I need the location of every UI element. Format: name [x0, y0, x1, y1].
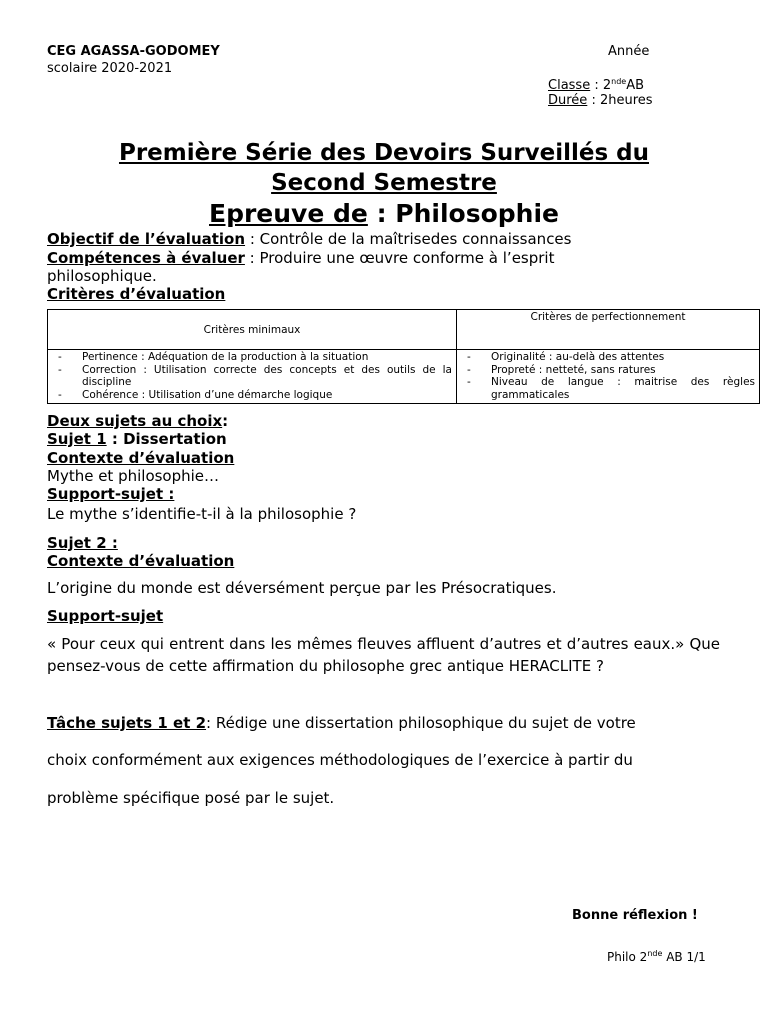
duration-label: Durée	[548, 93, 588, 108]
tache-label: Tâche sujets 1 et 2	[47, 714, 207, 732]
criteria-perfectionnement-cell	[457, 350, 760, 404]
support1-heading: Support-sujet :	[47, 485, 175, 503]
criteria-perfectionnement-item: - Propreté : netteté, sans ratures	[461, 364, 755, 377]
support1-text: Le mythe s’identifie-t-il à la philosophie ?	[47, 505, 357, 523]
tache-line-1	[47, 714, 636, 732]
class-suffix: AB	[626, 78, 645, 93]
sujet1-label: Sujet 1	[47, 430, 107, 448]
competences-value: : Produire une œuvre conforme à l’esprit	[244, 249, 555, 267]
footer-sup: nde	[647, 949, 663, 958]
page-footer	[607, 949, 706, 964]
criteria-perfectionnement-item: - Niveau de langue : maitrise des règles grammaticales	[461, 376, 755, 401]
choix-colon: :	[222, 412, 229, 430]
objectif-label: Objectif de l’évaluation	[47, 230, 246, 248]
contexte1-text: Mythe et philosophie…	[47, 467, 220, 485]
competences-label: Compétences à évaluer	[47, 249, 245, 267]
sujet1-heading	[47, 430, 227, 448]
year-label: Année	[608, 44, 650, 59]
criteres-heading: Critères d’évaluation	[47, 285, 226, 303]
tache-line-2: choix conformément aux exigences méthodologiques de l’exercice à partir du	[47, 751, 633, 769]
criteria-header-perfectionnement-text: Critères de perfectionnement	[530, 311, 686, 323]
criteria-header-perfectionnement	[457, 310, 760, 350]
epreuve-label: Epreuve de	[209, 199, 368, 228]
tache-line-3: problème spécifique posé par le sujet.	[47, 789, 335, 807]
closing-wish: Bonne réflexion !	[572, 908, 698, 923]
support2-heading: Support-sujet	[47, 607, 164, 625]
objectif-value: : Contrôle de la maîtrisedes connaissances	[245, 230, 572, 248]
class-info	[548, 77, 644, 93]
title-line-1: Première Série des Devoirs Surveillés du	[118, 140, 650, 166]
criteria-header-minimaux	[48, 310, 457, 350]
sujet2-heading: Sujet 2 :	[47, 534, 118, 552]
epreuve-value: : Philosophie	[367, 199, 559, 228]
choix-label: Deux sujets au choix	[47, 412, 223, 430]
duration-info	[548, 93, 653, 108]
contexte2-text: L’origine du monde est déversément perçue par les Présocratiques.	[47, 579, 557, 597]
tache-text-1: : Rédige une dissertation philosophique du sujet de votre	[206, 714, 636, 732]
footer-prefix: Philo 2	[607, 950, 648, 964]
support2-text: « Pour ceux qui entrent dans les mêmes fleuves affluent d’autres et d’autres eaux.» Que pensez-vous de cette affirmation du philosophe grec antique HERACLITE ?	[47, 635, 720, 675]
contexte2-heading: Contexte d’évaluation	[47, 552, 235, 570]
class-sup: nde	[611, 77, 627, 86]
criteria-header-minimaux-text: Critères minimaux	[203, 323, 301, 336]
footer-suffix: AB 1/1	[662, 950, 706, 964]
school-year: scolaire 2020-2021	[47, 61, 173, 76]
criteria-table	[47, 309, 760, 404]
epreuve-title	[0, 199, 768, 228]
school-name: CEG AGASSA-GODOMEY	[47, 44, 220, 59]
criteria-minimaux-item: - Cohérence : Utilisation d’une démarche logique	[52, 389, 452, 402]
duration-value: : 2heures	[587, 93, 653, 108]
criteria-perfectionnement-item: - Originalité : au-delà des attentes	[461, 351, 755, 364]
class-label: Classe	[548, 78, 591, 93]
choix-heading	[47, 412, 228, 430]
objectif-line	[47, 230, 571, 248]
competences-line-2: philosophique.	[47, 267, 157, 285]
contexte1-heading: Contexte d’évaluation	[47, 449, 235, 467]
class-sep: :	[590, 78, 603, 93]
criteria-minimaux-cell	[48, 350, 457, 404]
sujet1-rest: : Dissertation	[106, 430, 227, 448]
competences-line	[47, 249, 554, 267]
title-line-2: Second Semestre	[271, 170, 497, 196]
criteria-minimaux-item: - Correction : Utilisation correcte des concepts et des outils de la discipline	[52, 364, 452, 389]
class-num: 2	[602, 78, 612, 93]
criteria-minimaux-item: - Pertinence : Adéquation de la production à la situation	[52, 351, 452, 364]
